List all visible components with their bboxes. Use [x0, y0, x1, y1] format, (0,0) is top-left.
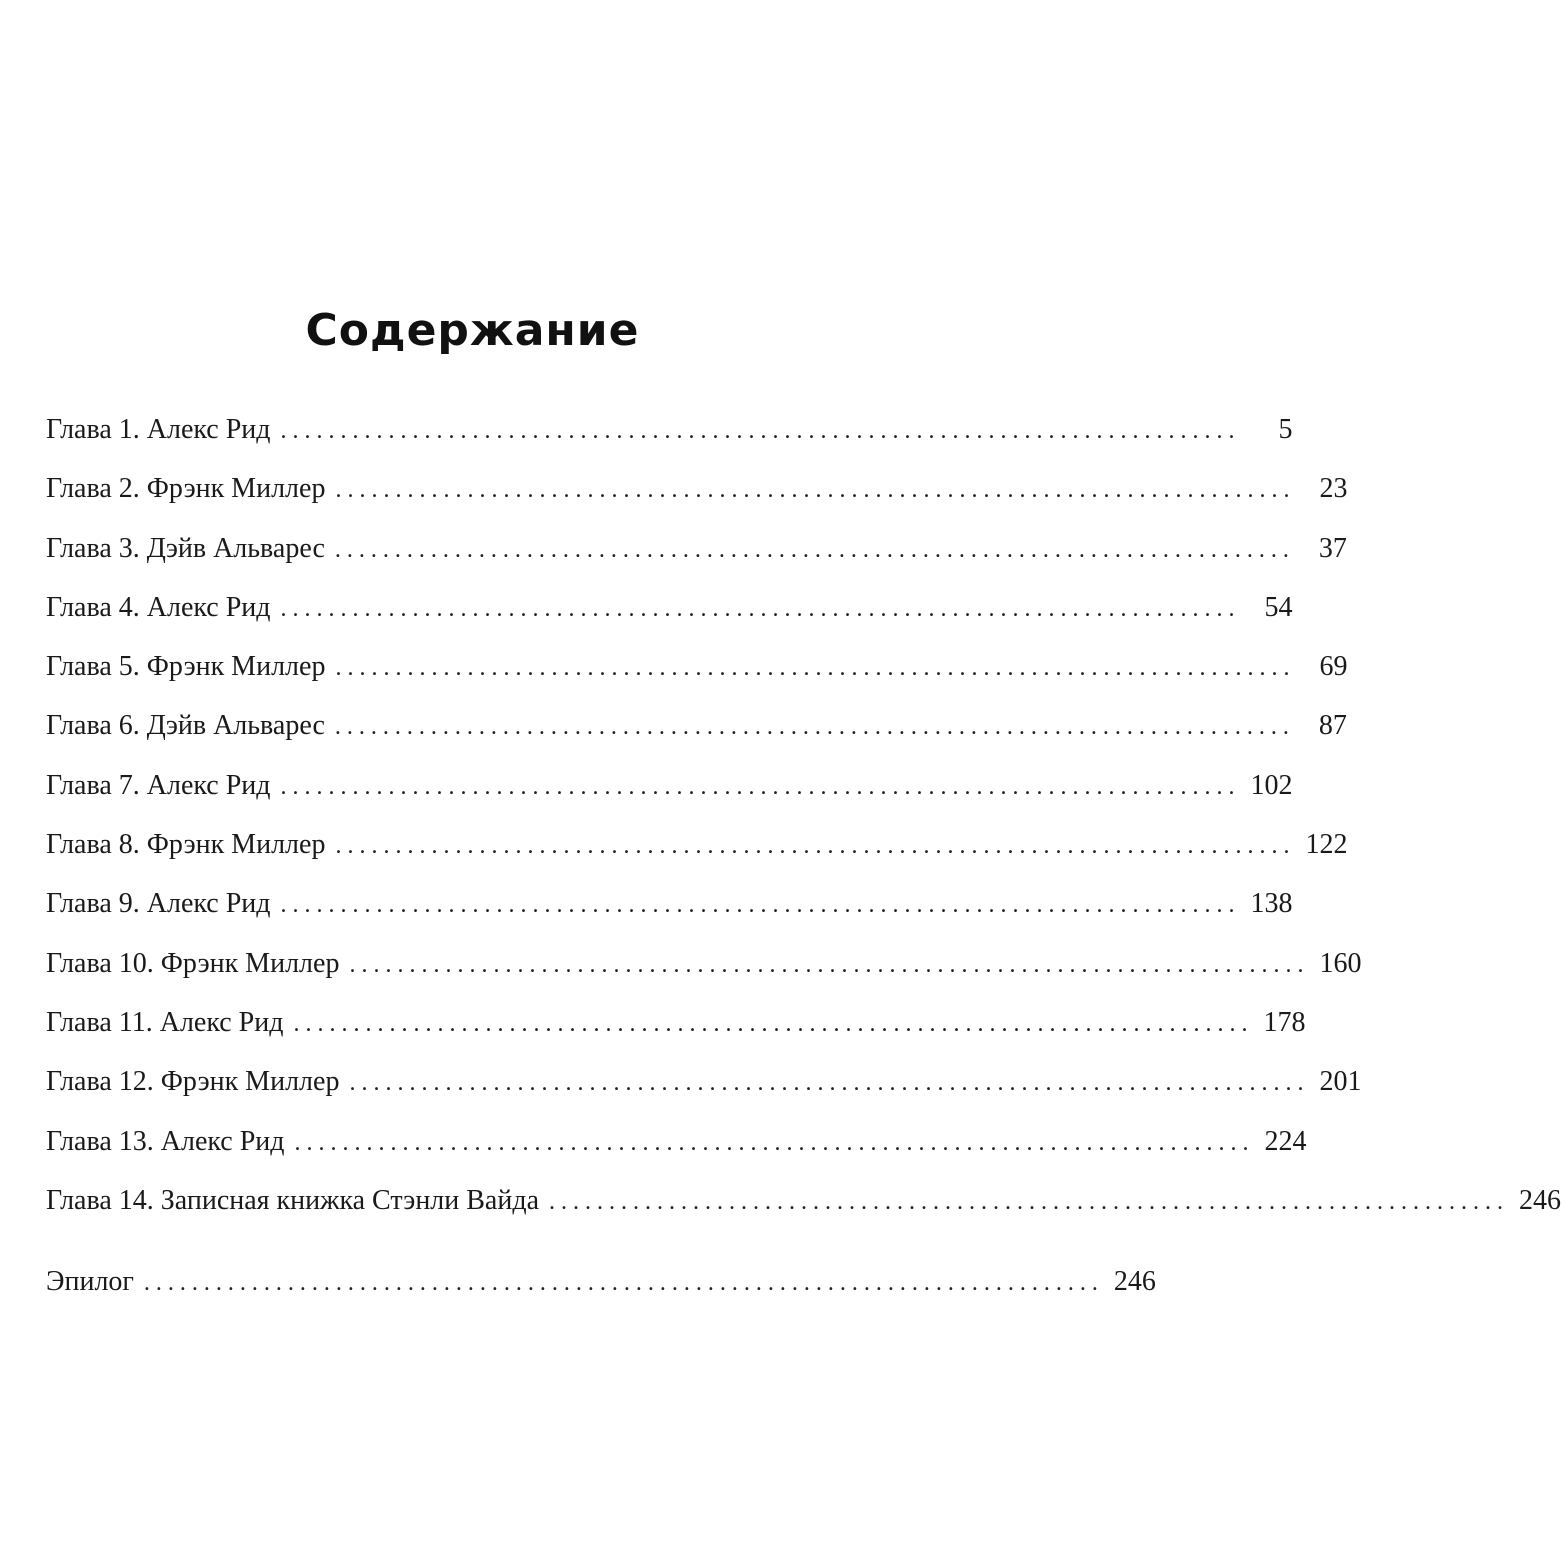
dot-leader: ................................................................................	[280, 773, 1241, 800]
toc-entry	[46, 637, 1348, 696]
toc-entry	[46, 815, 1348, 874]
toc-entry-label: Глава 5. Фрэнк Миллер	[46, 651, 326, 683]
toc-entry	[46, 874, 1293, 933]
toc-entry-epilogue	[46, 1252, 1156, 1311]
toc-entry-page: 201	[1319, 1066, 1362, 1098]
toc-entry	[46, 993, 1306, 1052]
toc-entry-page: 87	[1318, 710, 1347, 742]
toc-entry-label: Глава 2. Фрэнк Миллер	[46, 473, 326, 505]
toc-entry	[46, 578, 1293, 637]
toc-entry-page: 178	[1263, 1006, 1306, 1038]
toc-entry-label: Глава 14. Записная книжка Стэнли Вайда	[46, 1184, 540, 1216]
toc-entry-page: 37	[1318, 532, 1347, 564]
toc-entry	[46, 696, 1347, 755]
dot-leader: ................................................................................	[294, 1129, 1255, 1156]
toc-entry-page: 54	[1264, 591, 1293, 623]
toc-entry-label: Глава 1. Алекс Рид	[46, 414, 271, 445]
toc-entry-label: Глава 7. Алекс Рид	[46, 769, 271, 801]
toc-title: Содержание	[305, 305, 640, 356]
dot-leader: ................................................................................	[335, 655, 1296, 682]
dot-leader: ................................................................................	[293, 1010, 1254, 1037]
toc-entry-label: Глава 11. Алекс Рид	[46, 1006, 284, 1038]
spacer	[46, 1230, 908, 1252]
toc-entry	[46, 1171, 1561, 1230]
dot-leader: ................................................................................	[280, 892, 1241, 919]
dot-leader: ................................................................................	[349, 1070, 1310, 1097]
toc-entry-label: Глава 3. Дэйв Альварес	[46, 532, 325, 564]
toc-entry-label: Глава 13. Алекс Рид	[46, 1125, 285, 1157]
toc-entry	[46, 519, 1347, 578]
toc-entry	[46, 934, 1362, 993]
toc-entry-label: Эпилог	[46, 1266, 134, 1298]
toc-entry-label: Глава 9. Алекс Рид	[46, 888, 271, 920]
toc-entry-page: 160	[1319, 947, 1362, 979]
dot-leader: ................................................................................	[335, 477, 1296, 504]
toc-entry-label: Глава 6. Дэйв Альварес	[46, 710, 325, 742]
toc-entry	[46, 1112, 1307, 1171]
dot-leader: ................................................................................	[143, 1270, 1104, 1297]
toc-entry-page: 122	[1305, 829, 1348, 861]
toc-entry-page: 138	[1250, 888, 1293, 920]
toc-entry-page: 246	[1519, 1184, 1561, 1216]
dot-leader: ................................................................................	[334, 714, 1295, 741]
toc-entry-page: 224	[1264, 1125, 1307, 1157]
dot-leader: ................................................................................	[280, 418, 1241, 444]
toc-entry-page: 5	[1278, 414, 1293, 445]
toc-entry-label: Глава 12. Фрэнк Миллер	[46, 1066, 340, 1098]
dot-leader: ................................................................................	[349, 951, 1310, 978]
toc-list	[46, 400, 1561, 1311]
dot-leader: ................................................................................	[280, 595, 1241, 622]
toc-entry-page: 23	[1319, 473, 1348, 505]
toc-entry-label: Глава 8. Фрэнк Миллер	[46, 829, 326, 861]
toc-entry	[46, 459, 1348, 518]
toc-entry-label: Глава 4. Алекс Рид	[46, 591, 271, 623]
toc-entry-label: Глава 10. Фрэнк Миллер	[46, 947, 340, 979]
dot-leader: ................................................................................	[549, 1188, 1510, 1215]
dot-leader: ................................................................................	[334, 536, 1295, 563]
dot-leader: ................................................................................	[335, 833, 1296, 860]
toc-entry	[46, 400, 1293, 459]
toc-entry-page: 102	[1250, 769, 1293, 801]
toc-entry	[46, 756, 1293, 815]
toc-entry	[46, 1052, 1362, 1111]
toc-entry-page: 246	[1113, 1266, 1156, 1298]
toc-entry-page: 69	[1319, 651, 1348, 683]
